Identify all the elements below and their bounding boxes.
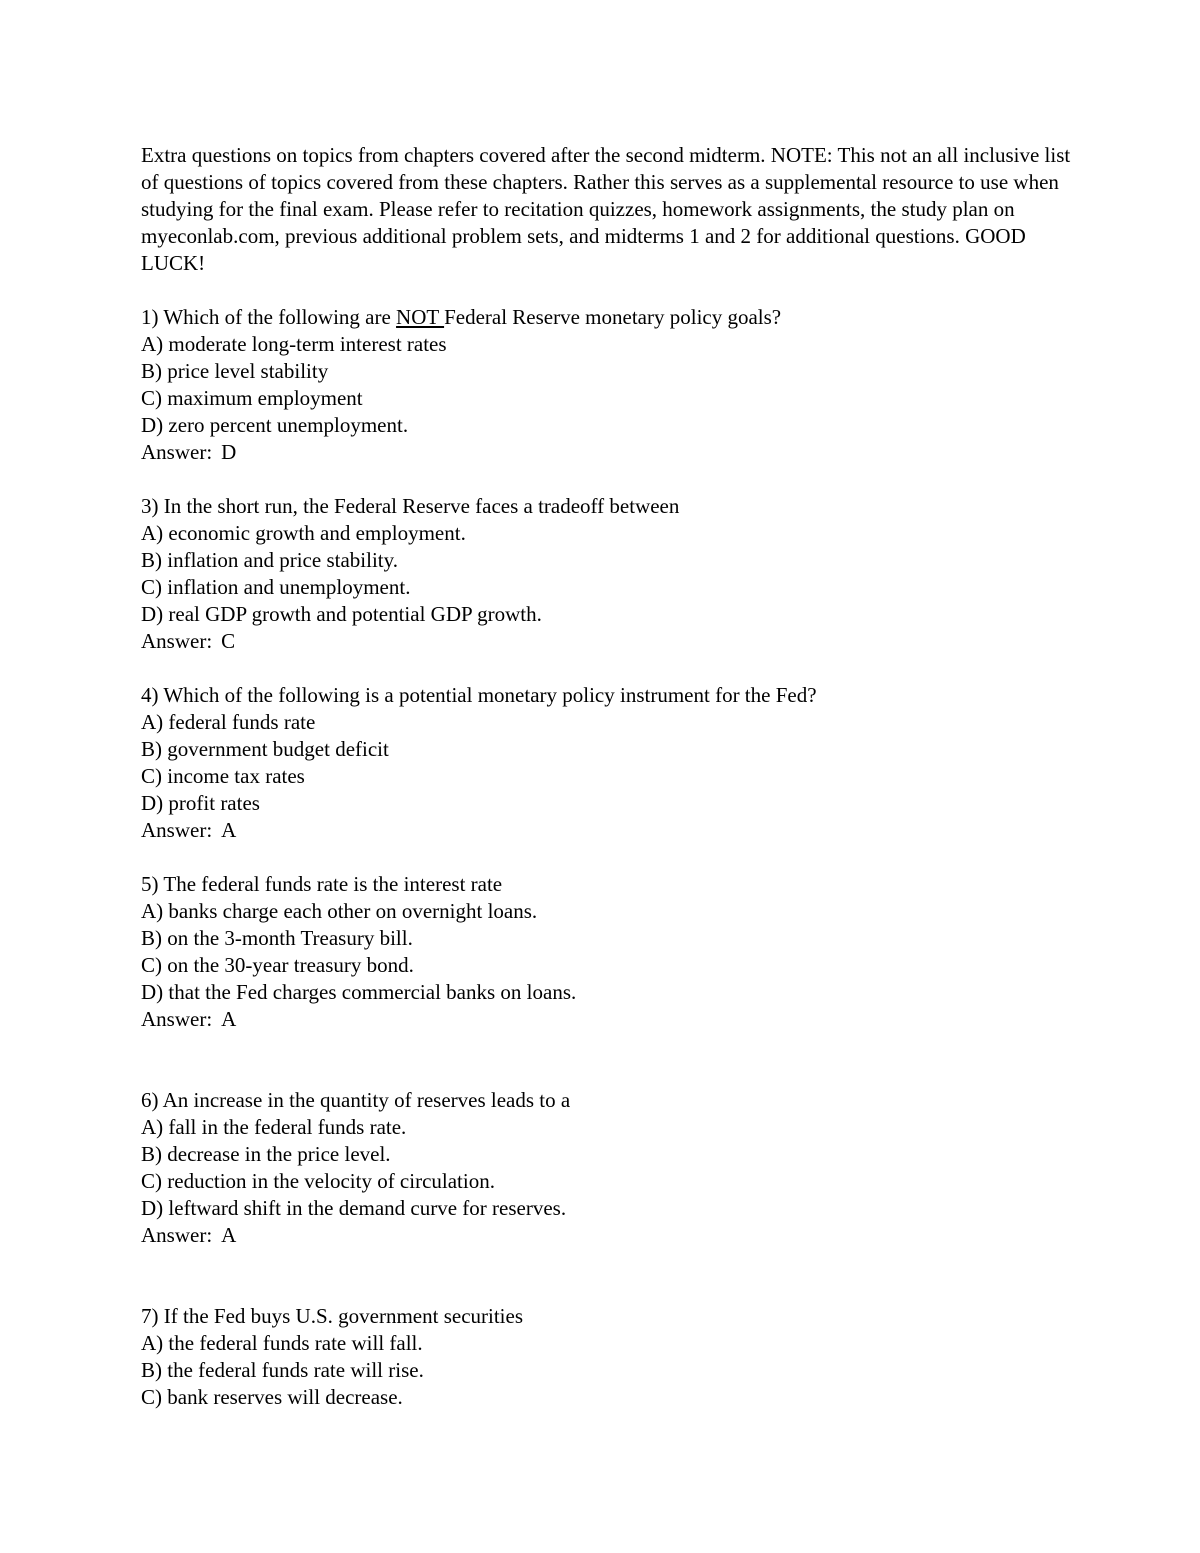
question-4-stem: 4) Which of the following is a potential monetary policy instrument for the Fed? (141, 683, 817, 707)
question-4-option-c: C) income tax rates (141, 764, 305, 788)
question-3-option-b: B) inflation and price stability. (141, 548, 398, 572)
question-1-suffix: Federal Reserve monetary policy goals? (444, 305, 782, 329)
answer-label: Answer: (141, 1223, 213, 1247)
answer-value: C (221, 629, 236, 653)
question-6-option-c: C) reduction in the velocity of circulation. (141, 1169, 495, 1193)
document-content (141, 142, 1071, 1411)
answer-label: Answer: (141, 1007, 213, 1031)
question-7-option-a: A) the federal funds rate will fall. (141, 1331, 423, 1355)
intro-paragraph: Extra questions on topics from chapters covered after the second midterm. NOTE: This not an all inclusive list of questions of topics covered from these chapters. Rather this serves as a supplemental resource to use when studying for the final exam. Please refer to recitation quizzes, homework assignments, the study plan on myeconlab.com, previous additional problem sets, and midterms 1 and 2 for additional questions. GOOD LUCK! (141, 143, 1071, 275)
question-1-prefix: 1) Which of the following are (141, 305, 397, 329)
answer-value: A (221, 818, 237, 842)
question-5-answer (141, 1006, 1071, 1033)
question-5-option-c: C) on the 30-year treasury bond. (141, 953, 414, 977)
answer-value: A (221, 1223, 237, 1247)
answer-label: Answer: (141, 629, 213, 653)
question-6 (141, 1087, 1071, 1249)
question-1-option-a: A) moderate long-term interest rates (141, 332, 447, 356)
answer-value: A (221, 1007, 237, 1031)
question-7-option-b: B) the federal funds rate will rise. (141, 1358, 424, 1382)
question-4-option-d: D) profit rates (141, 791, 260, 815)
question-3 (141, 493, 1071, 655)
question-4 (141, 682, 1071, 844)
question-3-stem: 3) In the short run, the Federal Reserve faces a tradeoff between (141, 494, 680, 518)
question-5 (141, 871, 1071, 1033)
question-6-stem: 6) An increase in the quantity of reserves leads to a (141, 1088, 571, 1112)
question-1-option-c: C) maximum employment (141, 386, 363, 410)
question-3-option-c: C) inflation and unemployment. (141, 575, 411, 599)
question-7-option-c: C) bank reserves will decrease. (141, 1385, 403, 1409)
answer-value: D (221, 440, 237, 464)
answer-label: Answer: (141, 440, 213, 464)
question-6-option-b: B) decrease in the price level. (141, 1142, 391, 1166)
question-4-answer (141, 817, 1071, 844)
question-7-stem: 7) If the Fed buys U.S. government securities (141, 1304, 524, 1328)
question-5-stem: 5) The federal funds rate is the interest rate (141, 872, 503, 896)
question-4-option-a: A) federal funds rate (141, 710, 316, 734)
question-6-option-a: A) fall in the federal funds rate. (141, 1115, 407, 1139)
question-5-option-b: B) on the 3-month Treasury bill. (141, 926, 413, 950)
question-1-answer (141, 439, 1071, 466)
question-7 (141, 1303, 1071, 1411)
question-3-option-a: A) economic growth and employment. (141, 521, 466, 545)
question-1-emphasis: NOT (396, 305, 445, 329)
question-5-option-d: D) that the Fed charges commercial banks on loans. (141, 980, 577, 1004)
question-3-answer (141, 628, 1071, 655)
question-6-option-d: D) leftward shift in the demand curve for reserves. (141, 1196, 567, 1220)
question-1-option-b: B) price level stability (141, 359, 329, 383)
question-6-answer (141, 1222, 1071, 1249)
question-5-option-a: A) banks charge each other on overnight loans. (141, 899, 538, 923)
question-1 (141, 304, 1071, 466)
question-1-option-d: D) zero percent unemployment. (141, 413, 409, 437)
question-4-option-b: B) government budget deficit (141, 737, 389, 761)
answer-label: Answer: (141, 818, 213, 842)
question-1-stem (141, 304, 1071, 331)
question-3-option-d: D) real GDP growth and potential GDP growth. (141, 602, 542, 626)
